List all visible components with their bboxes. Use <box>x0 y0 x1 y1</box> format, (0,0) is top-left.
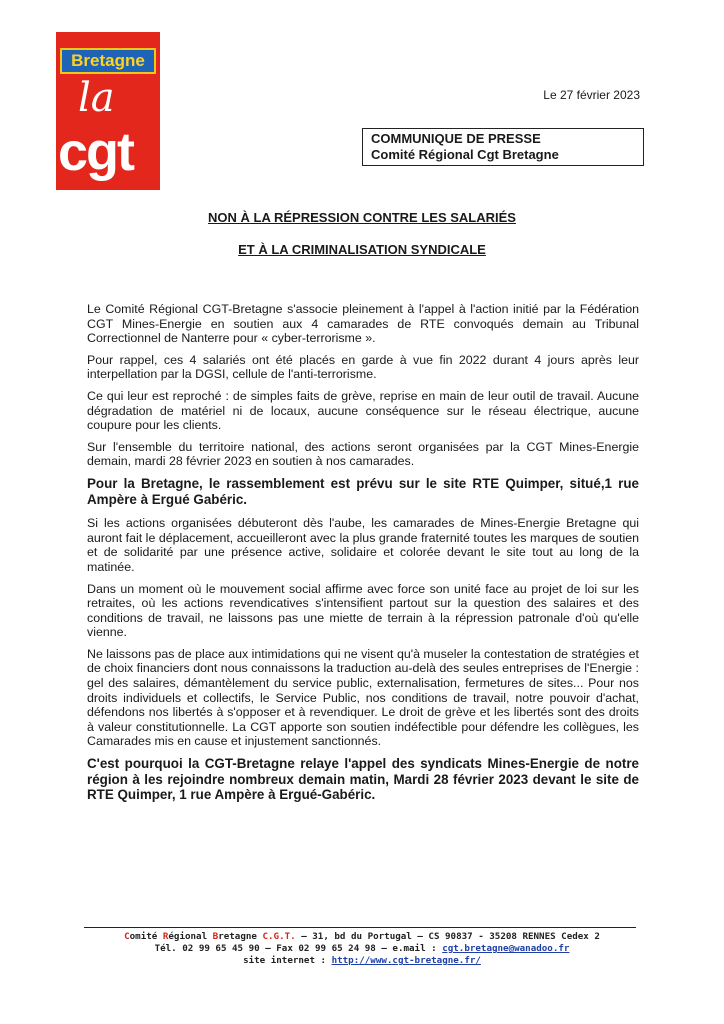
footer-initial-c: C <box>124 931 130 942</box>
press-committee-label: Comité Régional Cgt Bretagne <box>371 147 559 162</box>
document-date: Le 27 février 2023 <box>543 88 640 102</box>
footer-text: omité <box>129 931 163 942</box>
footer-website-line <box>0 955 724 967</box>
footer-initial-r: R <box>162 931 169 942</box>
headline-line-2: ET À LA CRIMINALISATION SYNDICALE <box>238 242 486 257</box>
paragraph: Pour rappel, ces 4 salariés ont été placés en garde à vue fin 2022 durant 4 jours après leur interpellation par la DGSI, cellule de l'anti-terrorisme. <box>87 352 639 382</box>
paragraph: Ne laissons pas de place aux intimidations qui ne visent qu'à museler la contestation de stratégies et de choix financiers dont nous connaissons la traduction au-delà des seules entreprises de l'Energie : gel des salaires, démantèlement du service public, externalisation, fermetures de sites... Pour nos droits individuels et collectifs, le Service Public, nos conditions de travail, notre pouvoir d'achat, défendons nos libertés à s'opposer et à revendiquer. Le droit de grève et les libertés sont des droits à valeur constitutionnelle. La CGT apporte son soutien indéfectible pour défendre les collègues, les Camarades mis en cause et injustement sanctionnés. <box>87 646 640 749</box>
footer-site-label: site internet : <box>243 955 332 966</box>
footer-text: retagne <box>218 931 263 942</box>
paragraph: Si les actions organisées débuteront dès l'aube, les camarades de Mines-Energie Bretagne qui auront fait le déplacement, accueilleront avec la plus grande fraternité toutes les marques de soutien et de solidarité par une présence active, solidaire et colorée devant le site tout au long de la matinée. <box>87 516 639 574</box>
paragraph: Sur l'ensemble du territoire national, des actions seront organisées par la CGT Mines-Energie demain, mardi 28 février 2023 en soutien à nos camarades. <box>87 439 639 469</box>
footer-initial-b: B <box>212 931 219 942</box>
footer-address-line <box>0 931 724 943</box>
footer-address: – 31, bd du Portugal – CS 90837 - 35208 RENNES Cedex 2 <box>295 931 600 942</box>
document-body <box>87 302 639 812</box>
press-release-box <box>362 128 644 166</box>
paragraph: Le Comité Régional CGT-Bretagne s'associe pleinement à l'appel à l'action initié par la Fédération CGT Mines-Energie en soutien aux 4 camarades de RTE convoqués demain au Tribunal Correctionnel de Nanterre pour « cyber-terrorisme ». <box>87 302 639 346</box>
logo-cgt-text: cgt <box>58 122 133 182</box>
paragraph: Ce qui leur est reproché : de simples faits de grève, reprise en main de leur outil de travail. Aucune dégradation de matériel ni de locaux, aucune conséquence sur le réseau électrique, aucune coupure pour les clients. <box>87 388 639 433</box>
footer-website-link[interactable]: http://www.cgt-bretagne.fr/ <box>331 955 481 966</box>
footer-divider <box>84 927 636 928</box>
footer-phone-fax: Tél. 02 99 65 45 90 – Fax 02 99 65 24 98 – e.mail : <box>154 943 443 954</box>
cgt-logo <box>56 32 160 190</box>
paragraph-call-to-action: C'est pourquoi la CGT-Bretagne relaye l'appel des syndicats Mines-Energie de notre région à les rejoindre nombreux demain matin, Mardi 28 février 2023 devant le site de RTE Quimper, 1 rue Ampère à Ergué-Gabéric. <box>87 756 639 803</box>
footer-email-link[interactable]: cgt.bretagne@wanadoo.fr <box>442 943 570 954</box>
footer <box>0 931 724 967</box>
paragraph: Dans un moment où le mouvement social affirme avec force son unité face au projet de loi sur les retraites, où les actions revendicatives s'intensifient partout sur la question des salaires et des conditions de travail, ne laissons pas une miette de terrain à la répression patronale d'où qu'elle vienne. <box>87 581 639 640</box>
press-release-label: COMMUNIQUE DE PRESSE <box>371 131 541 146</box>
logo-bretagne-label: Bretagne <box>60 48 156 74</box>
footer-text: égional <box>168 931 213 942</box>
headline-line-1: NON À LA RÉPRESSION CONTRE LES SALARIÉS <box>208 210 516 225</box>
footer-cgt: C.G.T. <box>262 931 296 942</box>
logo-la-text: la <box>78 75 115 121</box>
footer-contact-line <box>0 943 724 955</box>
paragraph-rally-location: Pour la Bretagne, le rassemblement est prévu sur le site RTE Quimper, situé,1 rue Ampère à Ergué Gabéric. <box>87 475 639 507</box>
